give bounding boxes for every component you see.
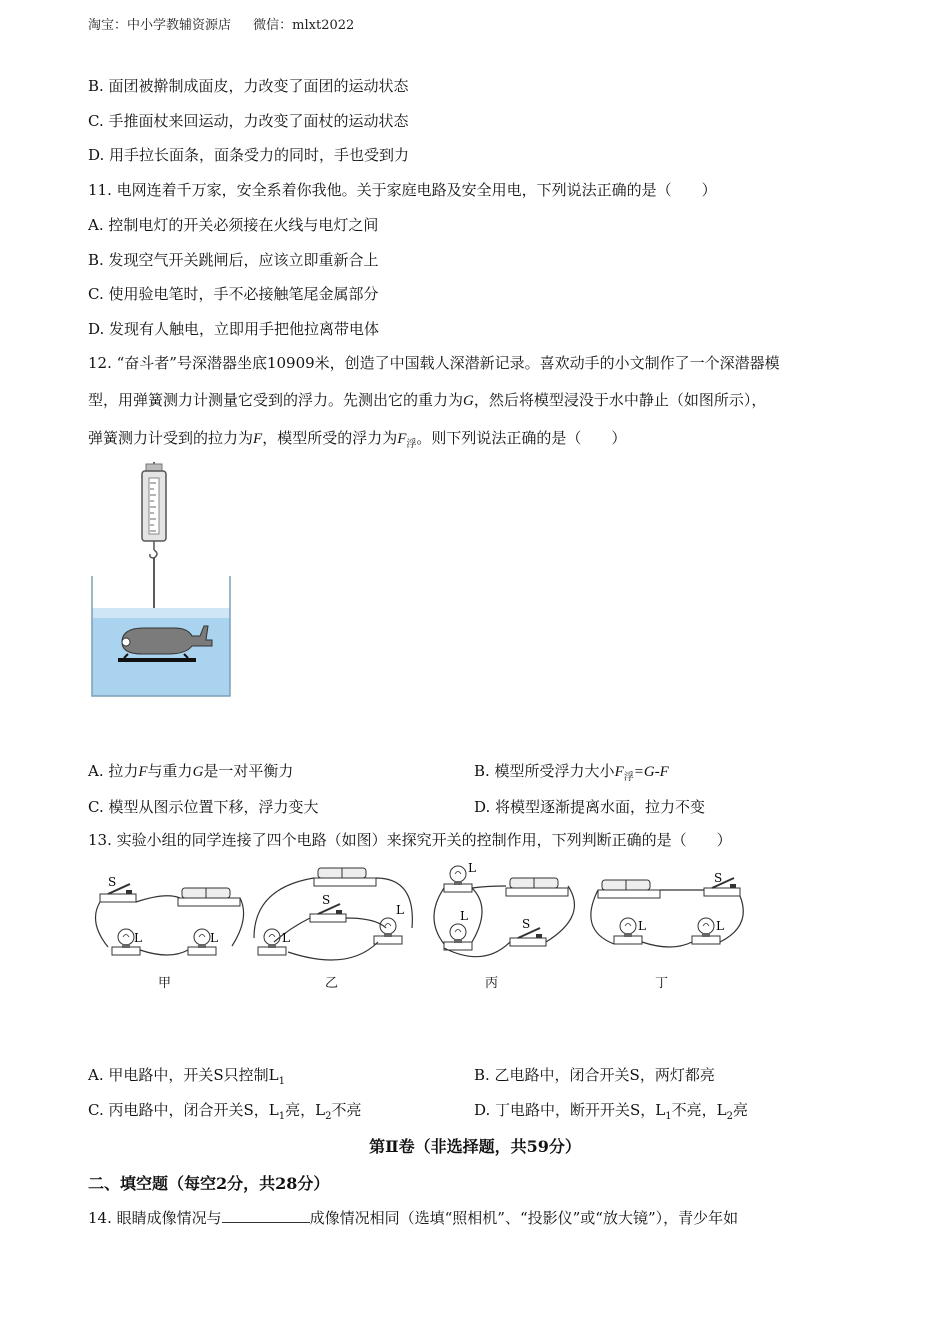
symbol-g: G bbox=[463, 393, 474, 409]
spring-scale bbox=[142, 462, 166, 558]
label-l: L bbox=[460, 909, 468, 923]
page-header bbox=[88, 14, 372, 33]
q14-stem: 14. 眼睛成像情况与 成像情况相同（选填“照相机”、“投影仪”或“放大镜”），青少年如 bbox=[88, 1209, 739, 1227]
header-wechat: 微信：mlxt2022 bbox=[253, 18, 355, 33]
caption-ding: 丁 bbox=[655, 976, 669, 991]
label-l: L bbox=[134, 931, 142, 945]
circuit-yi bbox=[254, 868, 412, 960]
q11-stem: 11. 电网连着千万家，安全系着你我他。关于家庭电路及安全用电，下列说法正确的是（ ） bbox=[88, 181, 717, 199]
q12-option-b: B. 模型所受浮力大小$F_浮=G-F$ bbox=[474, 762, 669, 783]
circuit-jia bbox=[96, 875, 244, 955]
q11-option-b: B. 发现空气开关跳闸后，应该立即重新合上 bbox=[88, 251, 379, 269]
q10-option-c: C. 手推面杖来回运动，力改变了面杖的运动状态 bbox=[88, 112, 409, 130]
q13-option-d: D. 丁电路中，断开开关S，$L_1$不亮，$L_2$亮 bbox=[474, 1101, 749, 1122]
q11-option-c: C. 使用验电笔时，手不必接触笔尾金属部分 bbox=[88, 285, 379, 303]
label-s: S bbox=[714, 871, 723, 885]
caption-yi: 乙 bbox=[325, 976, 339, 991]
circuits-figure bbox=[88, 862, 760, 967]
label-s: S bbox=[108, 875, 117, 889]
q12-option-c: C. 模型从图示位置下移，浮力变大 bbox=[88, 798, 319, 816]
circuit-bing bbox=[434, 862, 574, 957]
label-l: L bbox=[210, 931, 218, 945]
q11-option-a: A. 控制电灯的开关必须接在火线与电灯之间 bbox=[88, 216, 379, 234]
q13-option-a: A. 甲电路中，开关S只控制$L_1$ bbox=[88, 1066, 285, 1087]
q10-option-b: B. 面团被擀制成面皮，力改变了面团的运动状态 bbox=[88, 77, 409, 95]
q13-option-b: B. 乙电路中，闭合开关S，两灯都亮 bbox=[474, 1066, 715, 1084]
label-s: S bbox=[322, 893, 331, 907]
q12-option-a: A. 拉力F与重力G是一对平衡力 bbox=[88, 762, 294, 780]
circuit-ding bbox=[591, 871, 743, 947]
q11-option-d: D. 发现有人触电，立即用手把他拉离带电体 bbox=[88, 320, 380, 338]
q12-stem-line2: 型，用弹簧测力计测量它受到的浮力。先测出它的重力为G，然后将模型浸没于水中静止（如图所示）， bbox=[88, 391, 767, 409]
label-s: S bbox=[522, 917, 531, 931]
caption-jia: 甲 bbox=[158, 976, 172, 991]
label-l: L bbox=[716, 919, 724, 933]
submersible-figure bbox=[88, 458, 238, 703]
q12-stem-line3: 弹簧测力计受到的拉力为F，模型所受的浮力为$F_浮$。则下列说法正确的是（ ） bbox=[88, 429, 627, 450]
caption-bing: 丙 bbox=[485, 976, 499, 991]
q12-stem-line1: 12. “奋斗者”号深潜器坐底10909米，创造了中国载人深潜新记录。喜欢动手的小文制作了一个深潜器模 bbox=[88, 354, 780, 372]
label-l: L bbox=[282, 931, 290, 945]
header-shop: 淘宝：中小学教辅资源店 bbox=[88, 18, 232, 33]
label-l: L bbox=[396, 903, 404, 917]
q12-option-d: D. 将模型逐渐提离水面，拉力不变 bbox=[474, 798, 706, 816]
label-l: L bbox=[468, 862, 476, 875]
symbol-f: F bbox=[253, 431, 263, 447]
q10-option-d: D. 用手拉长面条，面条受力的同时，手也受到力 bbox=[88, 146, 410, 164]
q13-stem: 13. 实验小组的同学连接了四个电路（如图）来探究开关的控制作用，下列判断正确的是（ ） bbox=[88, 831, 732, 849]
section-fill-in-title: 二、填空题（每空2分，共28分） bbox=[88, 1174, 330, 1193]
label-l: L bbox=[638, 919, 646, 933]
part2-title: 第Ⅱ卷（非选择题，共59分） bbox=[369, 1137, 581, 1156]
q13-option-c: C. 丙电路中，闭合开关S，$L_1$亮，$L_2$不亮 bbox=[88, 1101, 362, 1122]
answer-blank[interactable] bbox=[222, 1208, 310, 1223]
